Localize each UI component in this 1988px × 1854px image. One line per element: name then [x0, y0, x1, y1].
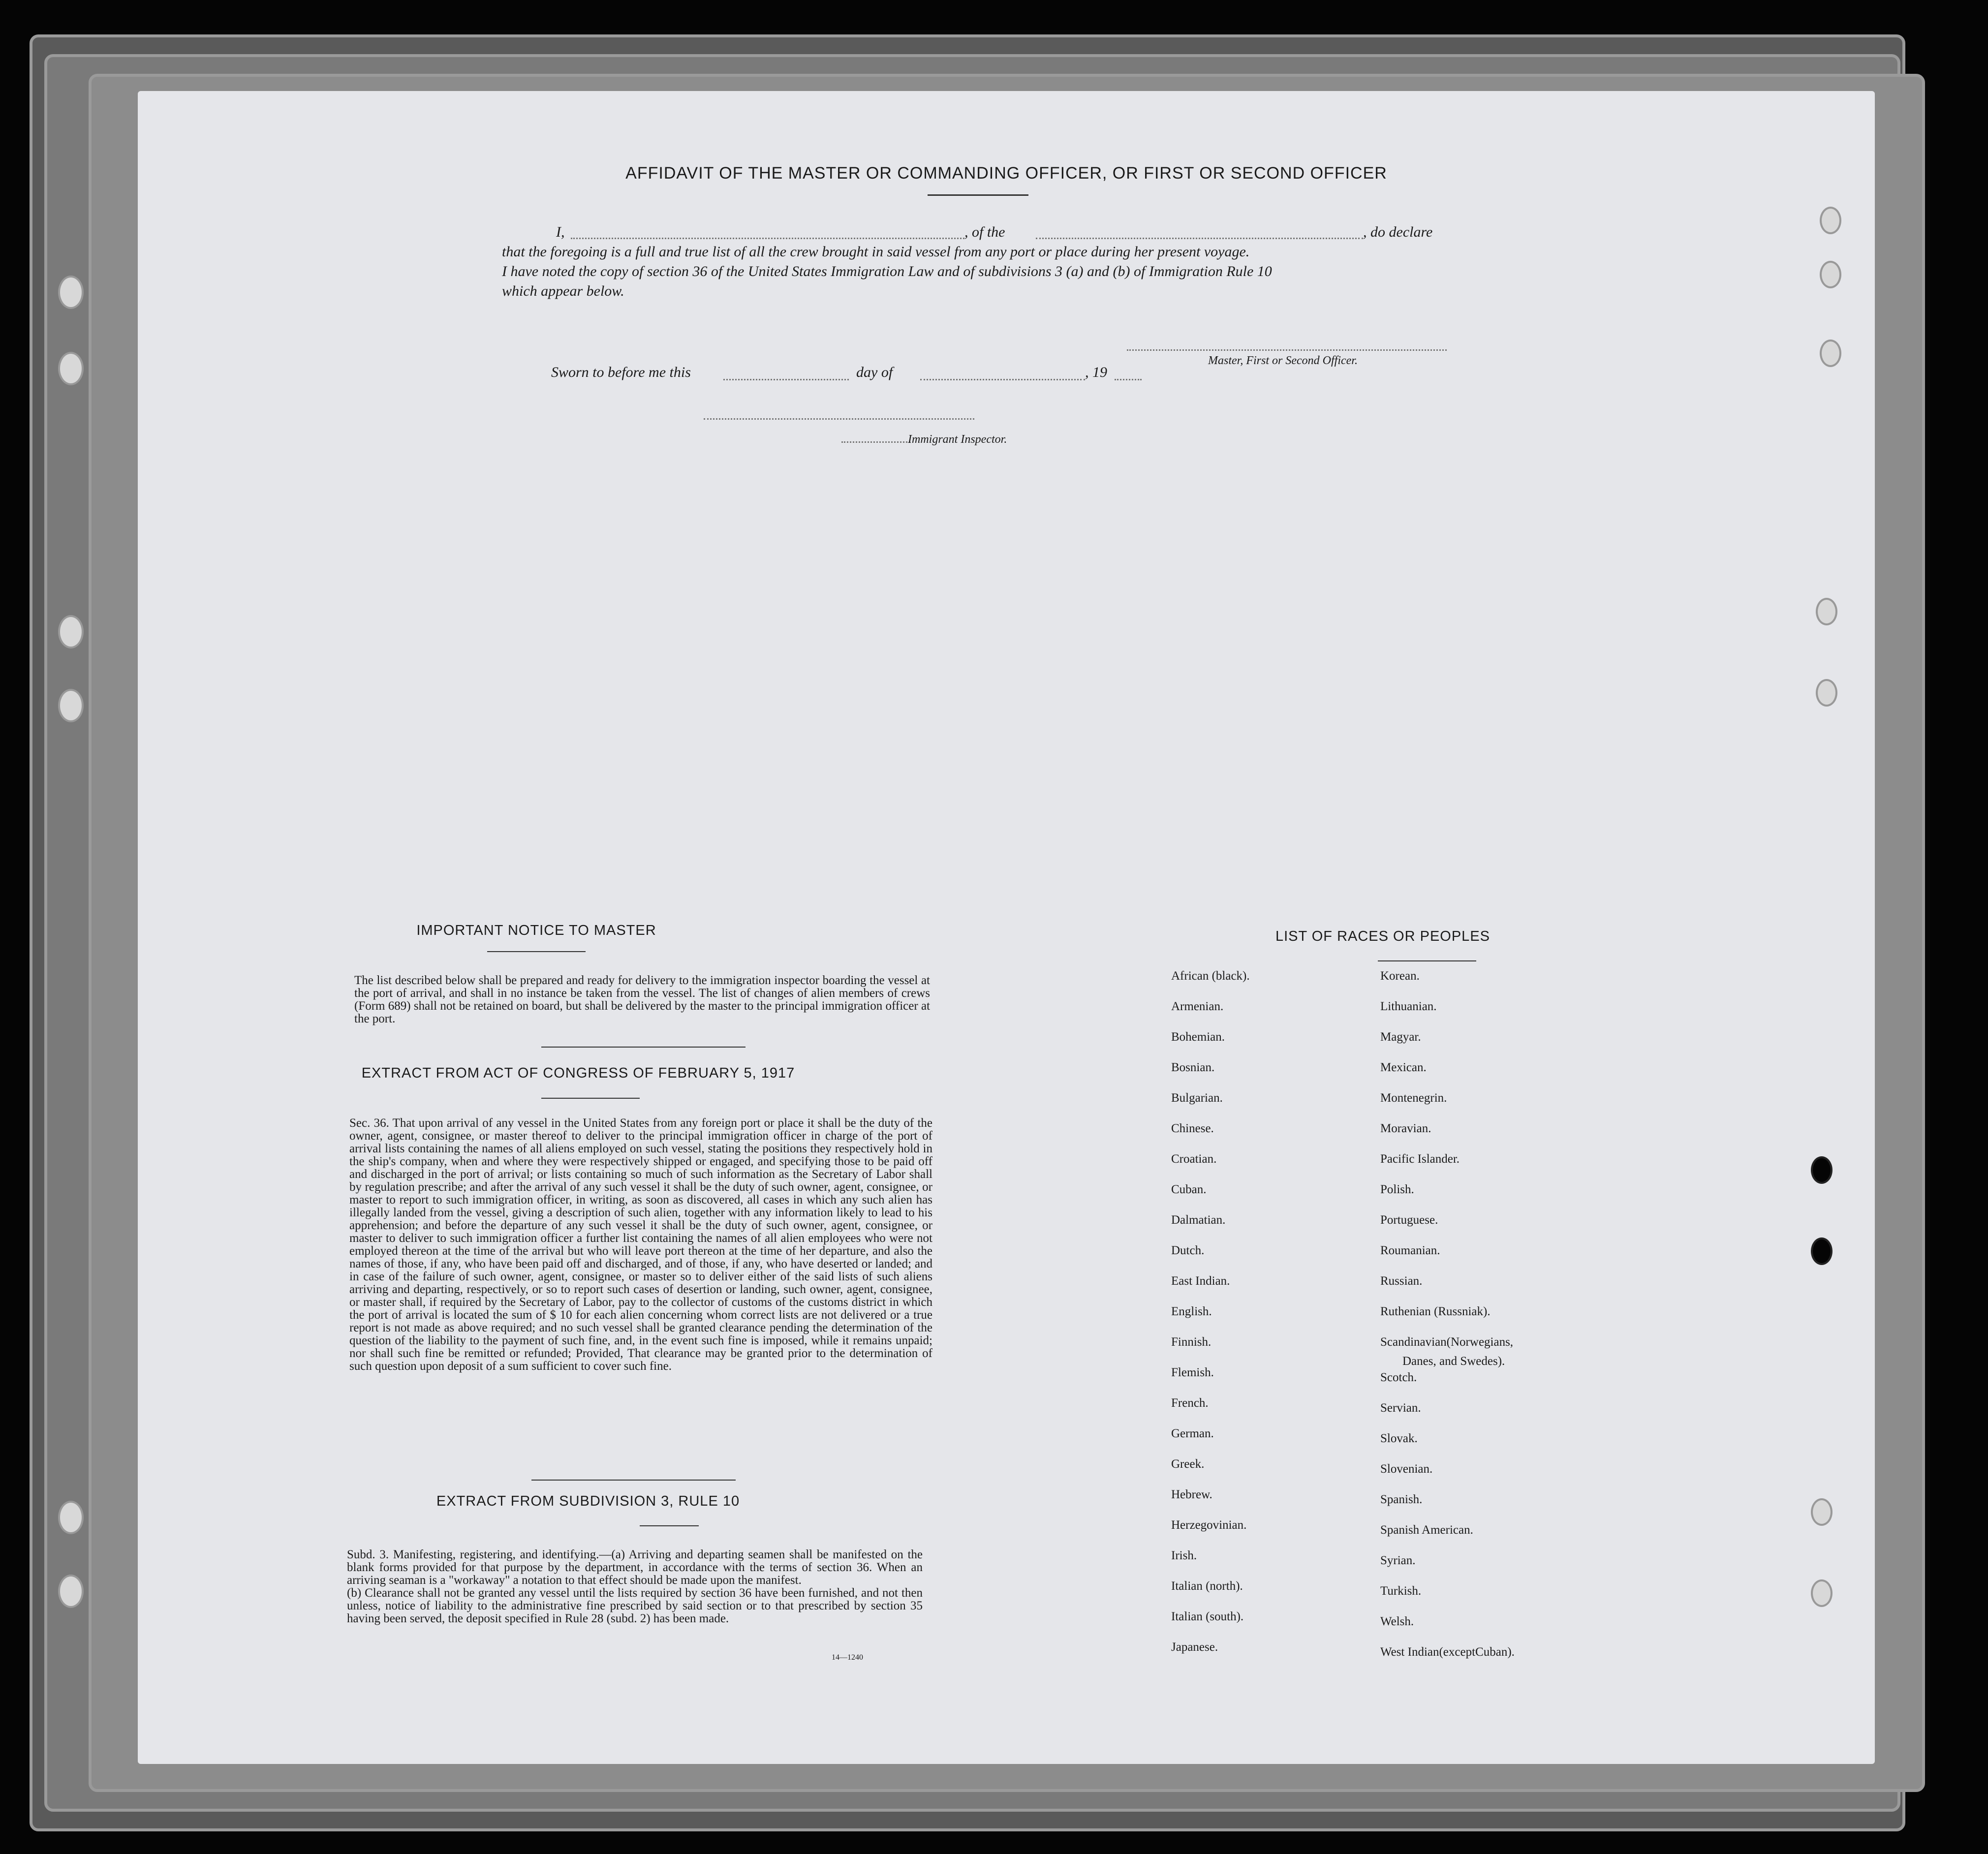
race-item: African (black). — [1171, 969, 1250, 983]
act-rule — [541, 1098, 640, 1099]
race-item: Servian. — [1380, 1401, 1421, 1415]
sworn-day-field — [723, 379, 849, 380]
race-item: Dutch. — [1171, 1244, 1205, 1257]
race-item: Slovenian. — [1380, 1462, 1433, 1476]
races-title: LIST OF RACES OR PEOPLES — [1275, 928, 1491, 944]
act-title: EXTRACT FROM ACT OF CONGRESS OF FEBRUARY 5, 1917 — [361, 1065, 795, 1081]
race-item: Russian. — [1380, 1274, 1423, 1288]
race-item: Scandinavian(Norwegians, — [1380, 1335, 1514, 1349]
race-right-continuation: Danes, and Swedes). — [1402, 1355, 1505, 1368]
race-item: Mexican. — [1380, 1061, 1427, 1074]
form-page — [138, 91, 1875, 1764]
binder-hole — [1811, 1237, 1833, 1265]
form-number: 14—1240 — [832, 1653, 863, 1662]
year-field — [1115, 379, 1142, 380]
race-item: Chinese. — [1171, 1122, 1214, 1135]
name-field — [571, 238, 964, 239]
day-of-text: day of — [856, 364, 893, 380]
race-item: Pacific Islander. — [1380, 1152, 1460, 1166]
title-rule — [928, 194, 1028, 196]
affidavit-i: I, — [556, 224, 565, 240]
race-item: Irish. — [1171, 1549, 1197, 1562]
race-item: Hebrew. — [1171, 1488, 1212, 1501]
races-rule — [1378, 960, 1476, 961]
binder-hole — [1811, 1156, 1833, 1184]
rule-rule — [640, 1525, 699, 1526]
race-item: Ruthenian (Russniak). — [1380, 1305, 1491, 1318]
race-item: Armenian. — [1171, 1000, 1224, 1013]
race-item: Spanish. — [1380, 1493, 1423, 1506]
race-item: Welsh. — [1380, 1615, 1414, 1628]
race-item: Italian (north). — [1171, 1579, 1243, 1593]
race-item: Spanish American. — [1380, 1523, 1473, 1537]
race-item: Montenegrin. — [1380, 1091, 1447, 1105]
race-item: Cuban. — [1171, 1183, 1207, 1196]
master-signature-field — [1127, 349, 1447, 351]
affidavit-line3: I have noted the copy of section 36 of the United States Immigration Law and of subdivisions 3 (a) and (b) of Immigration Rule 10 — [502, 263, 1272, 279]
rule-text — [347, 1548, 923, 1625]
affidavit-line2: that the foregoing is a full and true list of all the crew brought in said vessel from any port or place during her present voyage. — [502, 244, 1250, 260]
race-item: Moravian. — [1380, 1122, 1431, 1135]
rule-paragraph-b: (b) Clearance shall not be granted any vessel until the lists required by section 36 have been furnished, and not then unless, notice of liability to the administrative fine prescribed by said section or to that prescribed by section 35 having been served, the deposit specified in Rule 28 (subd. 2) has been made. — [347, 1586, 923, 1625]
race-item: Bulgarian. — [1171, 1091, 1223, 1105]
race-item: Turkish. — [1380, 1584, 1422, 1598]
inspector-signature-field — [704, 418, 974, 420]
notice-title: IMPORTANT NOTICE TO MASTER — [416, 923, 656, 938]
affidavit-do-declare: , do declare — [1363, 224, 1433, 240]
race-item: East Indian. — [1171, 1274, 1230, 1288]
sworn-month-field — [920, 379, 1085, 380]
act-paragraph: Sec. 36. That upon arrival of any vessel in the United States from any foreign port or place it shall be the duty of the owner, agent, consignee, or master thereof to deliver to the principal immigration officer in charge of the port of arrival lists containing the names of all aliens employed on such vessel, stating the positions they respectively hold in the ship's company, when and where they were respectively shipped or engaged, and specifying those to be paid off and discharged in the port of arrival; or lists containing so much of such information as the Secretary of Labor shall by regulation prescribe; and after the arrival of any such vessel it shall be the duty of such owner, agent, consignee, or master to report to such immigration officer, in writing, as soon as discovered, all cases in which any such alien has illegally landed from the vessel, giving a description of such alien, together with any information likely to lead to his apprehension; and before the departure of any such vessel it shall be the duty of such owner, agent, consignee, or master to deliver to such immigration officer a further list containing the names of all alien employees who were not employed thereon at the time of the arrival but who will leave port thereon at the time of her departure, and also the names of those, if any, who have been paid off and discharged, and of those, if any, who have deserted or landed; and in case of the failure of such owner, agent, consignee, or master so to deliver either of the said lists of such aliens arriving and departing, respectively, or so to report such cases of desertion or landing, such owner, agent, consignee, or master shall, if required by the Secretary of Labor, pay to the collector of customs of the customs district in which the port of arrival is located the sum of $ 10 for each alien concerning whom correct lists are not delivered or a true report is not made as above required; and no such vessel shall be granted clearance pending the determination of the question of the liability to the payment of such fine, and, in the event such fine is imposed, while it remains unpaid; nor shall such fine be remitted or refunded; Provided, That clearance may be granted prior to the determination of such question upon deposit of a sum sufficient to cover such fine. — [349, 1116, 932, 1373]
binder-hole — [58, 1575, 84, 1608]
race-item: Bohemian. — [1171, 1030, 1225, 1044]
binder-hole — [58, 615, 84, 649]
affidavit-line4: which appear below. — [502, 283, 624, 299]
race-item: Italian (south). — [1171, 1610, 1244, 1623]
vessel-field — [1036, 238, 1363, 239]
race-item: Greek. — [1171, 1457, 1205, 1471]
race-item: Korean. — [1380, 969, 1420, 983]
year-text: , 19 — [1085, 364, 1107, 380]
race-item: English. — [1171, 1305, 1212, 1318]
race-item: Slovak. — [1380, 1432, 1418, 1445]
inspector-dots — [841, 441, 910, 443]
binder-hole — [1816, 679, 1837, 707]
race-item: Bosnian. — [1171, 1061, 1215, 1074]
race-item: Lithuanian. — [1380, 1000, 1437, 1013]
binder-hole — [1820, 207, 1841, 234]
race-item: Syrian. — [1380, 1554, 1416, 1567]
race-item: West Indian(exceptCuban). — [1380, 1645, 1515, 1659]
race-item: Dalmatian. — [1171, 1213, 1226, 1227]
race-item: Polish. — [1380, 1183, 1414, 1196]
race-item: Magyar. — [1380, 1030, 1421, 1044]
notice-text — [354, 974, 930, 1025]
binder-hole — [58, 276, 84, 309]
race-item: Croatian. — [1171, 1152, 1217, 1166]
race-item: Roumanian. — [1380, 1244, 1440, 1257]
notice-paragraph: The list described below shall be prepared and ready for delivery to the immigration inspector boarding the vessel at the port of arrival, and shall in no instance be taken from the vessel. The list of changes of alien members of crews (Form 689) shall not be retained on board, but shall be delivered by the master to the principal immigration officer at the port. — [354, 974, 930, 1025]
rule-paragraph-a: Subd. 3. Manifesting, registering, and identifying.—(a) Arriving and departing seamen shall be manifested on the blank forms provided for that purpose by the department, in accordance with the terms of section 36. When an arriving seaman is a "workaway" a notation to that effect should be made upon the manifest. — [347, 1548, 923, 1587]
binder-hole — [58, 352, 84, 385]
affidavit-title: AFFIDAVIT OF THE MASTER OR COMMANDING OFFICER, OR FIRST OR SECOND OFFICER — [625, 164, 1387, 183]
race-item: German. — [1171, 1427, 1214, 1440]
rule-title: EXTRACT FROM SUBDIVISION 3, RULE 10 — [436, 1493, 740, 1509]
binder-hole — [1811, 1579, 1833, 1607]
binder-hole — [1816, 598, 1837, 625]
binder-hole — [1820, 340, 1841, 367]
divider-rule — [531, 1480, 736, 1481]
sworn-text: Sworn to before me this — [551, 364, 691, 380]
race-item: French. — [1171, 1396, 1209, 1410]
race-item: Finnish. — [1171, 1335, 1211, 1349]
inspector-caption: Immigrant Inspector. — [908, 433, 1007, 446]
binder-hole — [58, 689, 84, 722]
notice-rule — [487, 951, 586, 952]
race-item: Flemish. — [1171, 1366, 1214, 1379]
binder-hole — [58, 1501, 84, 1534]
binder-hole — [1820, 261, 1841, 288]
binder-hole — [1811, 1498, 1833, 1526]
divider-rule — [541, 1047, 746, 1048]
affidavit-of-the: , of the — [964, 224, 1005, 240]
race-item: Herzegovinian. — [1171, 1518, 1247, 1532]
race-item: Japanese. — [1171, 1640, 1218, 1654]
master-caption: Master, First or Second Officer. — [1208, 354, 1358, 367]
race-item: Scotch. — [1380, 1371, 1417, 1384]
race-item: Portuguese. — [1380, 1213, 1438, 1227]
act-text — [349, 1117, 932, 1373]
